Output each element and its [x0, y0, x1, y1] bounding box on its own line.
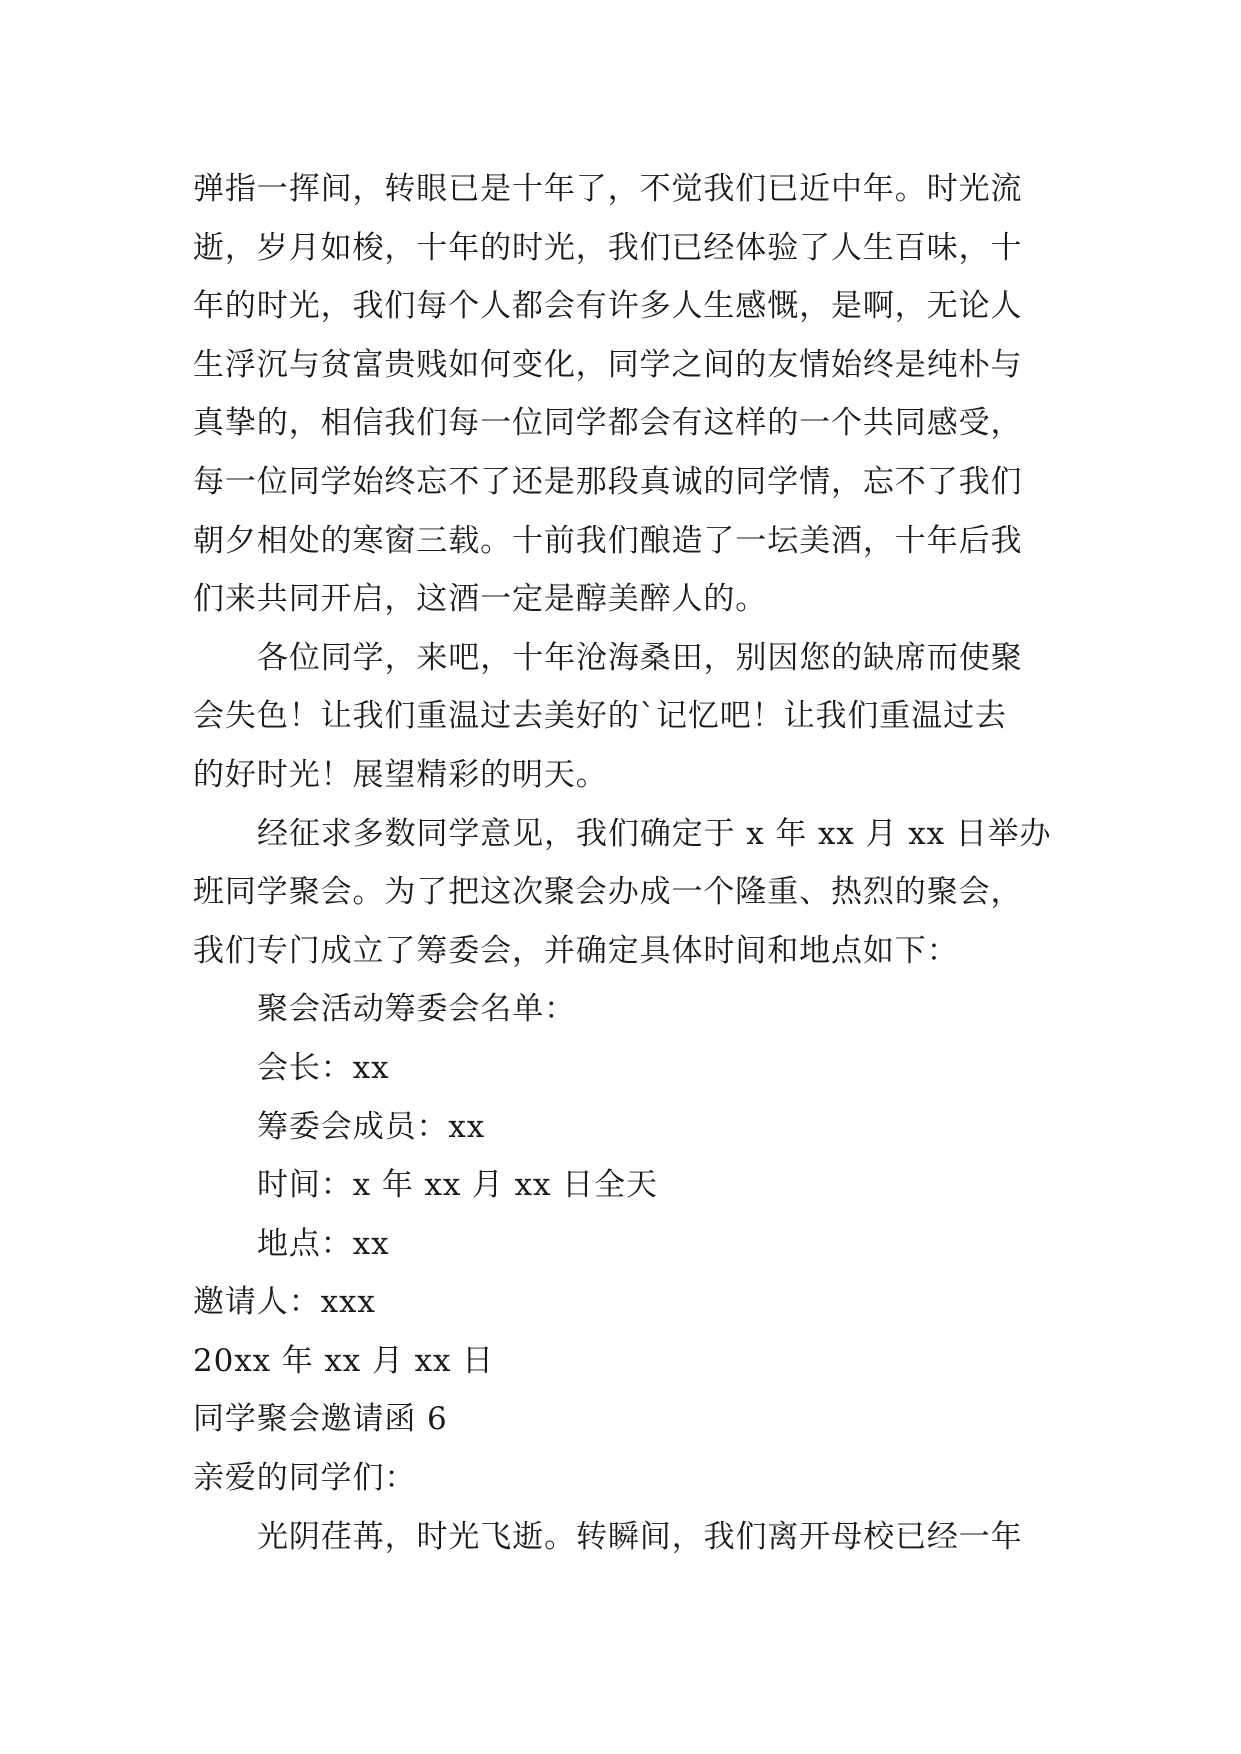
section-title: 同学聚会邀请函 6 [193, 1401, 448, 1438]
paragraph-line: 朝夕相处的寒窗三载。十前我们酿造了一坛美酒，十年后我 [193, 522, 1023, 559]
time-line: 时间：x 年 xx 月 xx 日全天 [257, 1167, 658, 1204]
paragraph-line: 班同学聚会。为了把这次聚会办成一个隆重、热烈的聚会， [193, 874, 1023, 911]
document-body [193, 160, 1073, 1566]
paragraph-line: 我们专门成立了筹委会，并确定具体时间和地点如下： [193, 932, 959, 969]
paragraph-line: 年的时光，我们每个人都会有许多人生感慨，是啊，无论人 [193, 288, 1023, 325]
committee-heading: 聚会活动筹委会名单： [257, 991, 576, 1028]
paragraph-line: 每一位同学始终忘不了还是那段真诚的同学情，忘不了我们 [193, 463, 1023, 500]
paragraph-line: 会失色！让我们重温过去美好的`记忆吧！让我们重温过去 [193, 698, 1007, 735]
paragraph-line: 各位同学，来吧，十年沧海桑田，别因您的缺席而使聚 [257, 639, 1023, 676]
paragraph-line: 们来共同开启，这酒一定是醇美醉人的。 [193, 581, 768, 618]
paragraph-line: 经征求多数同学意见，我们确定于 x 年 xx 月 xx 日举办 [257, 815, 1052, 852]
committee-members-line: 筹委会成员：xx [257, 1108, 486, 1145]
paragraph-line: 弹指一挥间，转眼已是十年了，不觉我们已近中年。时光流 [193, 171, 1023, 207]
paragraph-line: 的好时光！展望精彩的明天。 [193, 756, 608, 793]
chair-line: 会长：xx [257, 1049, 390, 1086]
salutation-line: 亲爱的同学们： [193, 1460, 417, 1497]
date-line: 20xx 年 xx 月 xx 日 [193, 1342, 495, 1379]
paragraph-line: 生浮沉与贫富贵贱如何变化，同学之间的友情始终是纯朴与 [193, 346, 1023, 383]
paragraph-line: 光阴荏苒，时光飞逝。转瞬间，我们离开母校已经一年 [257, 1518, 1023, 1555]
location-line: 地点：xx [257, 1225, 390, 1262]
paragraph-line: 逝，岁月如梭，十年的时光，我们已经体验了人生百味，十 [193, 229, 1023, 266]
paragraph-line: 真挚的，相信我们每一位同学都会有这样的一个共同感受， [193, 405, 1023, 442]
inviter-line: 邀请人：xxx [193, 1284, 376, 1321]
